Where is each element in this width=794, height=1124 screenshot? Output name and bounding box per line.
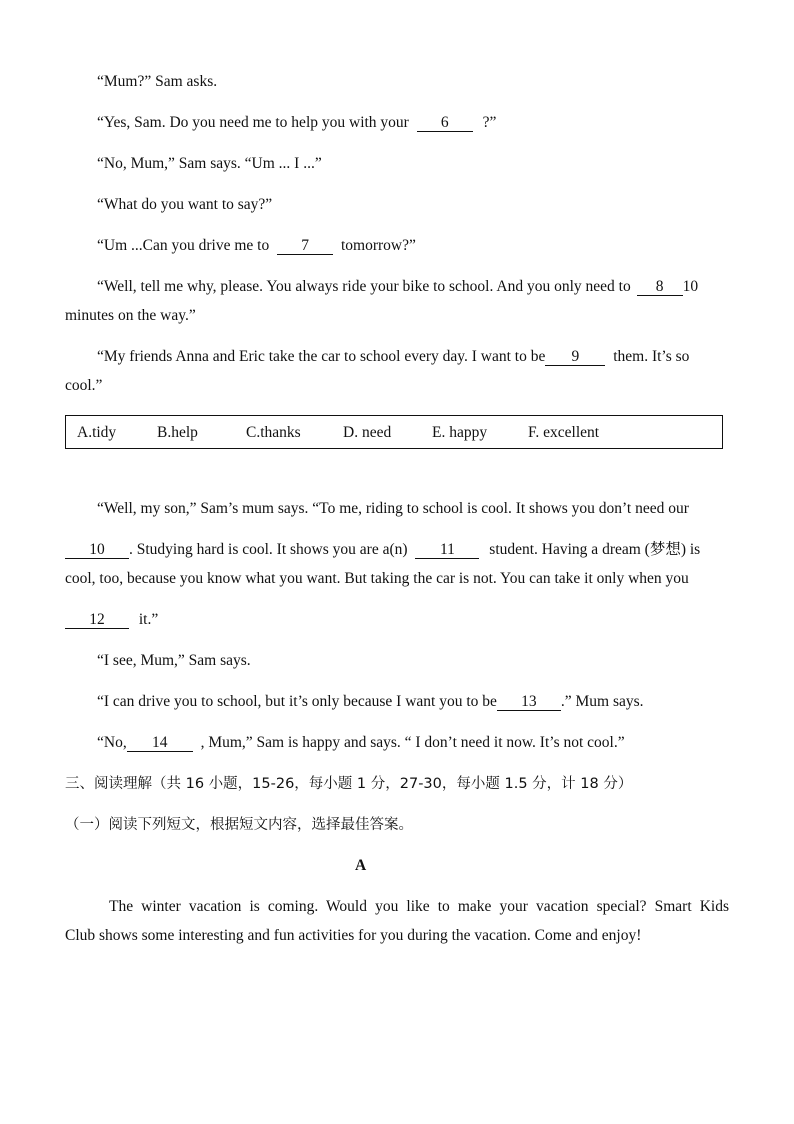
option-item: B.help: [157, 424, 198, 441]
dialogue-line: “What do you want to say?”: [97, 196, 273, 213]
options-box: [65, 415, 723, 449]
dialogue-line: “No, Mum,” Sam says. “Um ... I ...”: [97, 155, 322, 172]
dialogue-line: cool, too, because you know what you want. But taking the car is not. You can take it only when you: [65, 570, 689, 587]
answer-blank: 8: [637, 279, 683, 296]
dialogue-text: . Studying hard is cool. It shows you are a(n): [129, 541, 408, 558]
dialogue-line: “Well, my son,” Sam’s mum says. “To me, riding to school is cool. It shows you don’t need our: [97, 500, 689, 517]
dialogue-line: “Mum?” Sam asks.: [97, 73, 218, 90]
dialogue-line: [65, 610, 158, 630]
passage-heading: A: [355, 857, 367, 874]
answer-blank: 11: [415, 542, 479, 559]
dialogue-text: “No,: [97, 734, 127, 751]
answer-blank: 14: [127, 735, 193, 752]
dialogue-text: it.”: [138, 611, 159, 628]
dialogue-text: student. Having a dream (梦想) is: [489, 541, 701, 558]
dialogue-text: ?”: [482, 114, 497, 131]
dialogue-line: cool.”: [65, 377, 103, 394]
dialogue-text: “My friends Anna and Eric take the car to school every day. I want to be: [97, 348, 546, 365]
dialogue-text: “I can drive you to school, but it’s only because I want you to be: [97, 693, 497, 710]
dialogue-line: [97, 236, 416, 256]
dialogue-line: [97, 113, 496, 133]
dialogue-text: “Yes, Sam. Do you need me to help you with your: [97, 114, 409, 131]
option-item: A.tidy: [77, 424, 117, 441]
dialogue-line: “I see, Mum,” Sam says.: [97, 652, 251, 669]
section-instruction: （一）阅读下列短文，根据短文内容，选择最佳答案。: [65, 817, 413, 833]
passage-line: The winter vacation is coming. Would you like to make your vacation special? Smart Kids: [109, 898, 729, 915]
passage-line: Club shows some interesting and fun activities for you during the vacation. Come and enjoy!: [65, 927, 642, 944]
answer-blank: 9: [545, 349, 605, 366]
answer-blank: 7: [277, 238, 333, 255]
dialogue-line: [97, 692, 644, 712]
dialogue-line: [97, 277, 698, 297]
option-item: E. happy: [432, 424, 488, 441]
option-item: C.thanks: [246, 424, 301, 441]
dialogue-text: “Well, tell me why, please. You always ride your bike to school. And you only need to: [97, 278, 631, 295]
dialogue-line: minutes on the way.”: [65, 307, 196, 324]
answer-blank: 10: [65, 542, 129, 559]
dialogue-text: “Um ...Can you drive me to: [97, 237, 270, 254]
dialogue-text: .” Mum says.: [560, 693, 644, 710]
answer-blank: 12: [65, 612, 129, 629]
dialogue-line: [97, 733, 625, 753]
dialogue-line: [97, 347, 689, 367]
option-item: F. excellent: [528, 424, 600, 441]
dialogue-text: , Mum,” Sam is happy and says. “ I don’t need it now. It’s not cool.”: [200, 734, 625, 751]
dialogue-text: them. It’s so: [613, 348, 690, 365]
answer-blank: 6: [417, 115, 473, 132]
dialogue-text: 10: [682, 278, 699, 295]
dialogue-line: [65, 540, 700, 560]
dialogue-text: tomorrow?”: [340, 237, 416, 254]
section-title: 三、阅读理解（共 16 小题，15-26，每小题 1 分，27-30，每小题 1.5 分，计 18 分）: [65, 776, 633, 792]
option-item: D. need: [343, 424, 392, 441]
answer-blank: 13: [497, 694, 561, 711]
